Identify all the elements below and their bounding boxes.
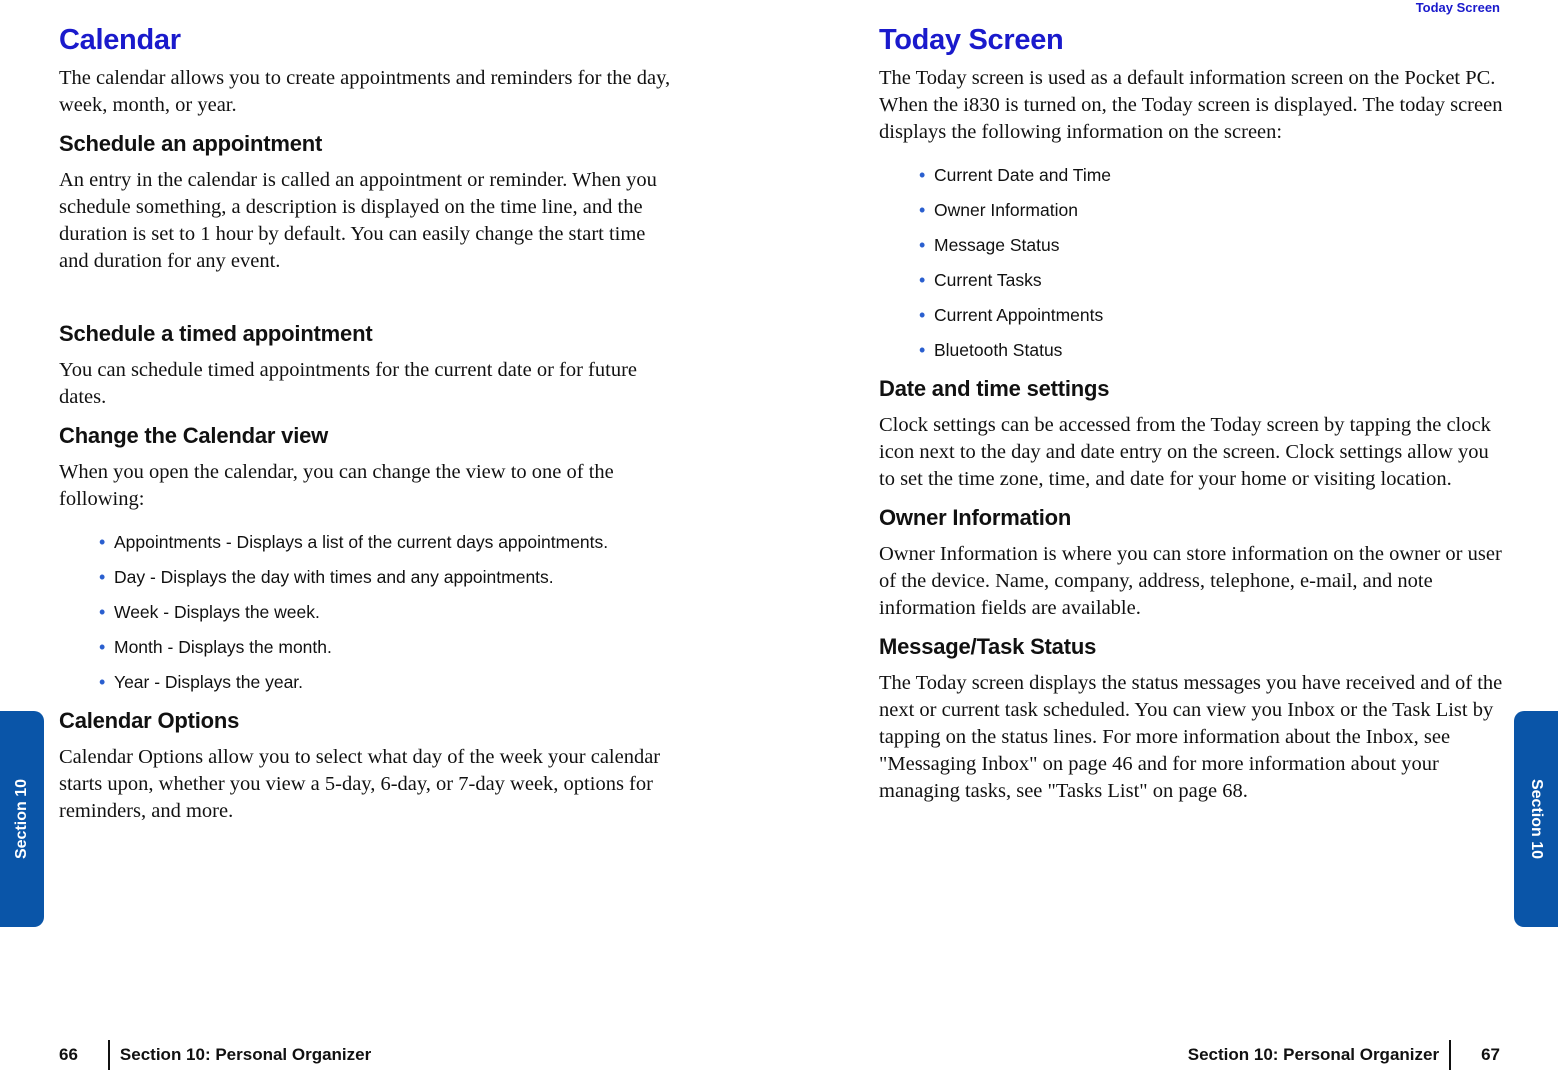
footer-section-title: Section 10: Personal Organizer — [119, 1045, 372, 1064]
section-tab-left — [0, 711, 44, 927]
section-tab-label: Section 10 — [13, 778, 30, 860]
date-time-body: Clock settings can be accessed from the Today screen by tapping the clock icon next to the day and date entry on the screen. Clock settings allow you to set the time zone, time, and date for your home or visiting location. — [879, 414, 1491, 490]
right-column — [879, 24, 1504, 817]
view-options-list — [59, 525, 679, 700]
list-item: • Message Status — [919, 228, 1504, 263]
date-time-heading: Date and time settings — [879, 376, 1110, 401]
list-item: • Week - Displays the week. — [99, 595, 679, 630]
change-view-body: When you open the calendar, you can change the view to one of the following: — [59, 461, 614, 510]
list-item: • Day - Displays the day with times and any appointments. — [99, 560, 679, 595]
today-info-list — [879, 158, 1504, 368]
running-head: Today Screen — [1415, 0, 1500, 15]
list-item: • Current Tasks — [919, 263, 1504, 298]
schedule-timed-heading: Schedule a timed appointment — [59, 321, 373, 346]
today-screen-title: Today Screen — [879, 24, 1064, 56]
list-item: • Current Appointments — [919, 298, 1504, 333]
footer-section-title: Section 10: Personal Organizer — [1187, 1045, 1440, 1064]
owner-info-heading: Owner Information — [879, 505, 1072, 530]
list-item: • Appointments - Displays a list of the current days appointments. — [99, 525, 679, 560]
schedule-appointment-body: An entry in the calendar is called an appointment or reminder. When you schedule something, a description is displayed on the time line, and the duration is set to 1 hour by default. You can easily change the start time and duration for any event. — [59, 169, 657, 272]
footer-left — [59, 1040, 371, 1070]
list-item: • Owner Information — [919, 193, 1504, 228]
message-task-heading: Message/Task Status — [879, 634, 1097, 659]
list-item: • Month - Displays the month. — [99, 630, 679, 665]
calendar-title: Calendar — [59, 24, 181, 56]
owner-info-body: Owner Information is where you can store information on the owner or user of the device. Name, company, address, telephone, e-mail, and note information fields are available. — [879, 543, 1502, 619]
list-item: • Current Date and Time — [919, 158, 1504, 193]
left-column — [59, 24, 679, 837]
calendar-options-heading: Calendar Options — [59, 708, 240, 733]
list-item: • Bluetooth Status — [919, 333, 1504, 368]
message-task-body: The Today screen displays the status messages you have received and of the next or current task scheduled. You can view you Inbox or the Task List by tapping on the status lines. For more information about the Inbox, see "Messaging Inbox" on page 46 and for more information about your managing tasks, see "Tasks List" on page 68. — [879, 672, 1503, 802]
right-page — [779, 0, 1558, 1065]
change-view-heading: Change the Calendar view — [59, 423, 329, 448]
footer-divider — [1449, 1040, 1451, 1070]
section-tab-right — [1514, 711, 1558, 927]
calendar-intro: The calendar allows you to create appointments and reminders for the day, week, month, or year. — [59, 67, 671, 116]
schedule-appointment-heading: Schedule an appointment — [59, 131, 323, 156]
left-page — [0, 0, 779, 1065]
calendar-options-body: Calendar Options allow you to select what day of the week your calendar starts upon, whether you view a 5-day, 6-day, or 7-day week, options for reminders, and more. — [59, 746, 661, 822]
footer-right — [1188, 1040, 1500, 1070]
list-item: • Year - Displays the year. — [99, 665, 679, 700]
page-number: 67 — [1481, 1045, 1500, 1064]
today-screen-intro: The Today screen is used as a default information screen on the Pocket PC. When the i830 is turned on, the Today screen is displayed. The today screen displays the following information on the screen: — [879, 67, 1503, 143]
section-tab-label: Section 10 — [1528, 778, 1545, 860]
footer-divider — [108, 1040, 110, 1070]
schedule-timed-body: You can schedule timed appointments for the current date or for future dates. — [59, 359, 638, 408]
page-number: 66 — [59, 1045, 78, 1064]
